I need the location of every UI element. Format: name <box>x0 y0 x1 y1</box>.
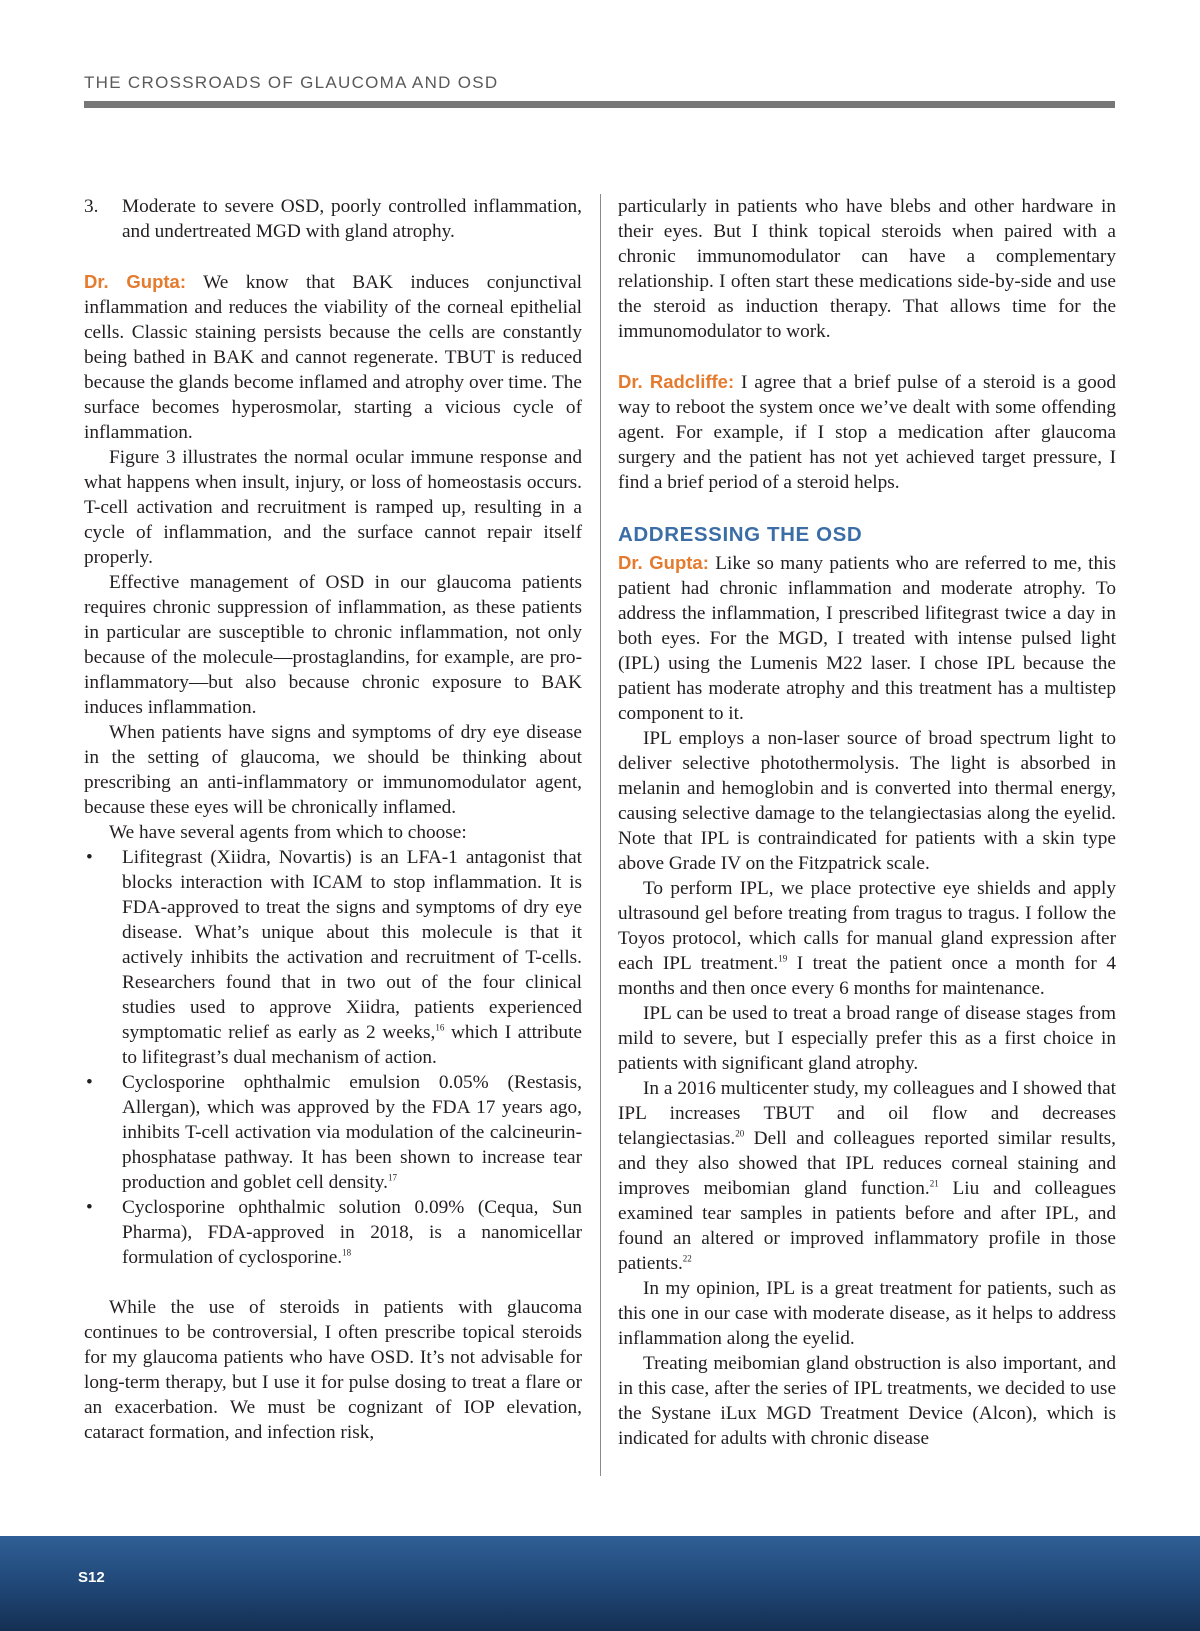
continued-paragraph: particularly in patients who have blebs and other hardware in their eyes. But I think topical steroids when paired with a chronic immunomodulator can have a complementary relationship. I often start these medications side-by-side and use the steroid as induction therapy. That allows time for the immunomodulator to work. <box>618 196 1116 342</box>
item-number: 3. <box>84 196 99 217</box>
reference-19: 19 <box>778 953 788 964</box>
list-item <box>84 1195 582 1270</box>
column-divider <box>600 194 601 1476</box>
paragraph-text-tail: I treat the patient once a month for 4 months and then once every 6 months for maintenance. <box>618 953 1116 999</box>
running-title: THE CROSSROADS OF GLAUCOMA AND OSD <box>84 73 499 92</box>
signs-paragraph: When patients have signs and symptoms of dry eye disease in the setting of glaucoma, we should be thinking about prescribing an anti-inflammatory or immunomodulator agent, because these eyes will be chronically inflamed. <box>84 722 582 818</box>
gupta-paragraph <box>84 269 582 445</box>
treating-paragraph: Treating meibomian gland obstruction is also important, and in this case, after the series of IPL treatments, we decided to use the Systane iLux MGD Treatment Device (Alcon), which is indicated for adults with chronic disease <box>618 1353 1116 1449</box>
page-number: S12 <box>78 1569 105 1586</box>
paragraph-text: I agree that a brief pulse of a steroid is a good way to reboot the system once we’ve dealt with some offending agent. For example, if I stop a medication after glaucoma surgery and the patient has not yet achieved target pressure, I find a brief period of a steroid helps. <box>618 372 1117 493</box>
paragraph-text: Liu and colleagues examined tear samples in patients before and after IPL, and found an altered or improved inflammatory profile in those patients. <box>618 1178 1116 1274</box>
right-column <box>618 194 1116 1451</box>
reference-22: 22 <box>682 1253 692 1264</box>
bullet-text: Cyclosporine ophthalmic solution 0.09% (Cequa, Sun Pharma), FDA-approved in 2018, is a nanomicellar formulation of cyclosporine. <box>122 1197 582 1268</box>
item-text: Moderate to severe OSD, poorly controlled inflammation, and undertreated MGD with gland atrophy. <box>122 196 582 242</box>
gupta-paragraph <box>618 550 1116 726</box>
speaker-label: Dr. Gupta: <box>84 271 187 292</box>
reference-16: 16 <box>435 1022 445 1033</box>
paragraph-text: Dell and colleagues reported similar results, and they also showed that IPL reduces corneal staining and improves meibomian gland function. <box>618 1128 1116 1199</box>
paragraph-text: We know that BAK induces conjunctival inflammation and reduces the viability of the corneal epithelial cells. Classic staining persists because the cells are constantly being bathed in BAK and cannot regenerate. TBUT is reduced because the glands become inflamed and atrophy over time. The surface becomes hyperosmolar, starting a vicious cycle of inflammation. <box>84 272 582 443</box>
bullet-marker: • <box>86 1072 93 1093</box>
agent-list <box>84 845 582 1270</box>
left-column <box>84 194 582 1445</box>
bullet-marker: • <box>86 847 93 868</box>
paragraph-text: In a 2016 multicenter study, my colleagues and I showed that IPL increases TBUT and oil flow and decreases telangiectasias. <box>618 1078 1116 1149</box>
paragraph-text: Like so many patients who are referred to me, this patient had chronic inflammation and moderate atrophy. To address the inflammation, I prescribed lifitegrast twice a day in both eyes. For the MGD, I treated with intense pulsed light (IPL) using the Lumenis M22 laser. I chose IPL because the patient has moderate atrophy and this treatment has a multistep component to it. <box>618 553 1117 724</box>
opinion-paragraph: In my opinion, IPL is a great treatment for patients, such as this one in our case with moderate disease, as it helps to address inflammation along the eyelid. <box>618 1278 1116 1349</box>
management-paragraph: Effective management of OSD in our glaucoma patients requires chronic suppression of inflammation, as these patients in particular are susceptible to chronic inflammation, not only because of the molecule—prostaglandins, for example, are pro-inflammatory—but also because chronic exposure to BAK induces inflammation. <box>84 572 582 718</box>
bullet-marker: • <box>86 1197 93 1218</box>
steroids-paragraph: While the use of steroids in patients with glaucoma continues to be controversial, I often prescribe topical steroids for my glaucoma patients who have OSD. It’s not advisable for long-term therapy, but I use it for pulse dosing to treat a flare or an exacerbation. We must be cognizant of IOP elevation, cataract formation, and infection risk, <box>84 1297 582 1443</box>
list-item <box>84 845 582 1070</box>
section-heading: ADDRESSING THE OSD <box>618 523 863 546</box>
figure3-paragraph: Figure 3 illustrates the normal ocular immune response and what happens when insult, injury, or loss of homeostasis occurs. T-cell activation and recruitment is ramped up, resulting in a cycle of inflammation, and the surface cannot repair itself properly. <box>84 447 582 568</box>
perform-paragraph <box>618 876 1116 1001</box>
ipl-paragraph: IPL employs a non-laser source of broad spectrum light to deliver selective photothermolysis. The light is absorbed in melanin and hemoglobin and is converted into thermal energy, causing selective damage to the telangiectasias along the eyelid. Note that IPL is contraindicated for patients with a skin type above Grade IV on the Fitzpatrick scale. <box>618 728 1116 874</box>
bullet-text: Lifitegrast (Xiidra, Novartis) is an LFA-1 antagonist that blocks interaction with ICAM to stop inflammation. It is FDA-approved to treat the signs and symptoms of dry eye disease. What’s unique about this molecule is that it actively inhibits the activation and recruitment of T-cells. Researchers found that in two out of the four clinical studies used to approve Xiidra, patients experienced symptomatic relief as early as 2 weeks, <box>122 847 582 1043</box>
bullet-text: Cyclosporine ophthalmic emulsion 0.05% (Restasis, Allergan), which was approved by the FDA 17 years ago, inhibits T-cell activation via modulation of the calcineurin-phosphatase pathway. It has been shown to increase tear production and goblet cell density. <box>122 1072 582 1193</box>
agents-intro: We have several agents from which to choose: <box>109 822 467 843</box>
speaker-label: Dr. Radcliffe: <box>618 371 735 392</box>
footer-band <box>0 1536 1200 1631</box>
reference-18: 18 <box>342 1247 352 1258</box>
reference-21: 21 <box>929 1178 939 1189</box>
numbered-item-3 <box>84 194 582 244</box>
study-paragraph <box>618 1076 1116 1276</box>
paragraph-text: To perform IPL, we place protective eye shields and apply ultrasound gel before treating from tragus to tragus. I follow the Toyos protocol, which calls for manual gland expression after each IPL treatment. <box>618 878 1116 974</box>
range-paragraph: IPL can be used to treat a broad range of disease stages from mild to severe, but I especially prefer this as a first choice in patients with significant gland atrophy. <box>618 1003 1116 1074</box>
bullet-text-tail: which I attribute to lifitegrast’s dual mechanism of action. <box>122 1022 582 1068</box>
list-item <box>84 1070 582 1195</box>
reference-17: 17 <box>387 1172 397 1183</box>
radcliffe-paragraph <box>618 369 1116 495</box>
reference-20: 20 <box>735 1128 745 1139</box>
header-rule <box>84 101 1115 108</box>
speaker-label: Dr. Gupta: <box>618 552 709 573</box>
